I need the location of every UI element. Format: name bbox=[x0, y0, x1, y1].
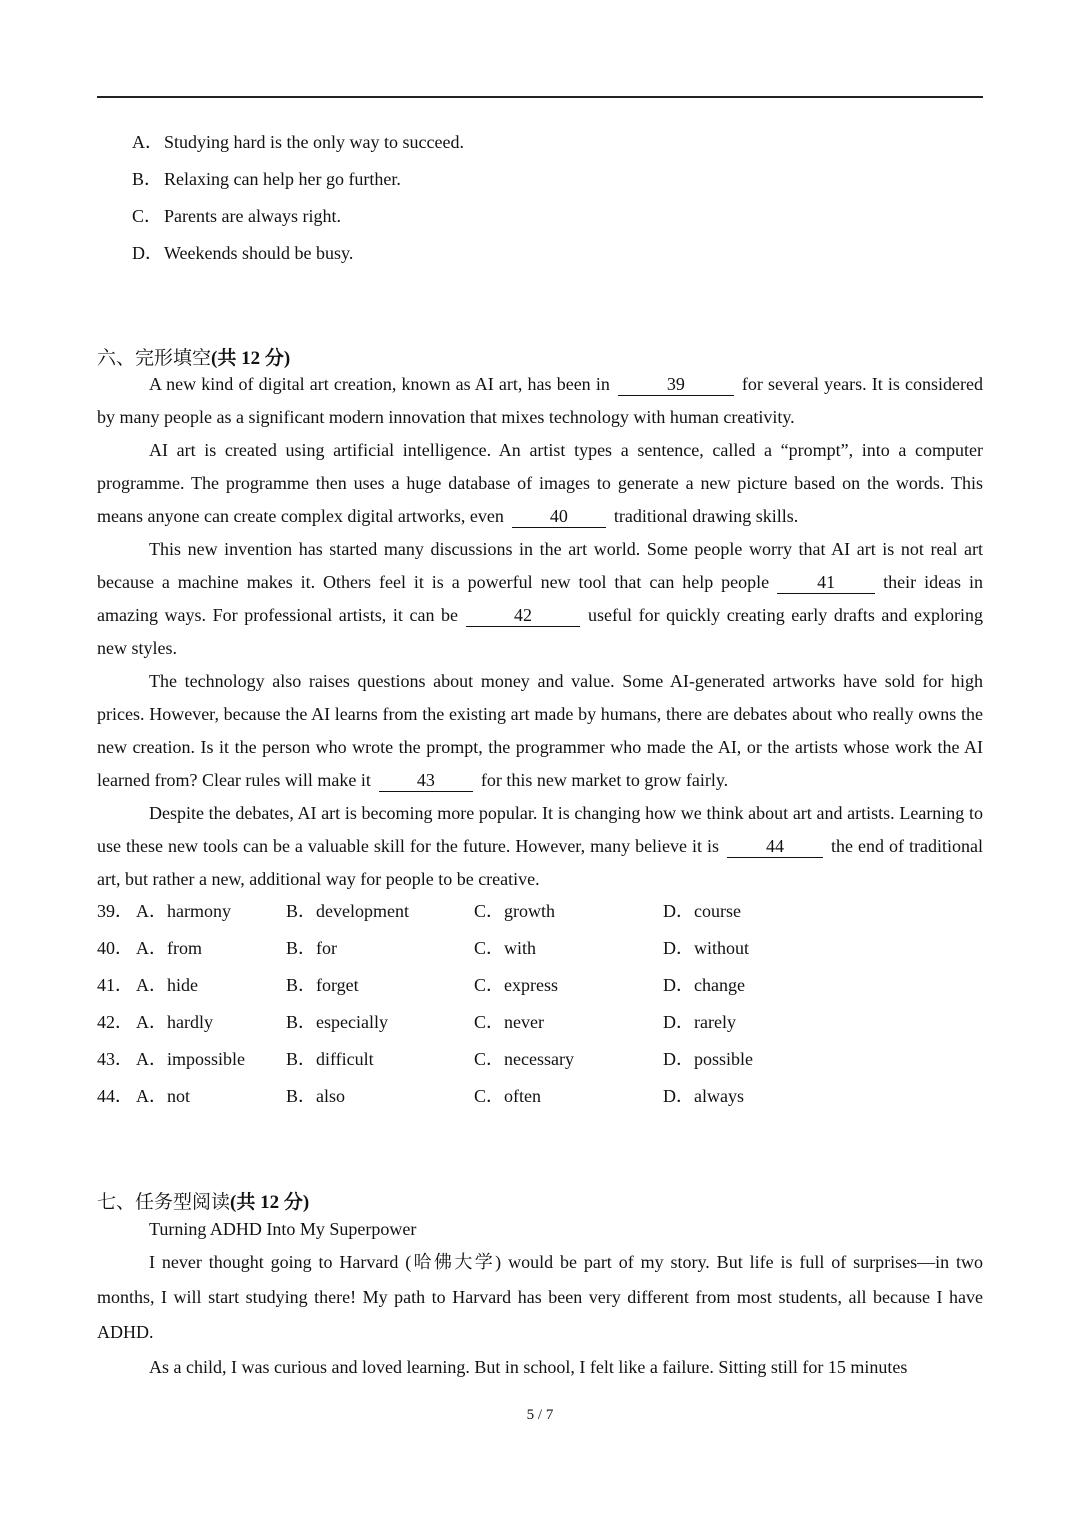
page-number: 5 / 7 bbox=[526, 1407, 554, 1423]
article-title: Turning ADHD Into My Superpower bbox=[149, 1219, 417, 1239]
choice-row-43: 43． A．impossible B．difficult C．necessary D．possible bbox=[97, 1049, 753, 1069]
blank-42: 42 bbox=[466, 604, 580, 627]
header-rule bbox=[97, 96, 983, 98]
blank-40: 40 bbox=[512, 505, 606, 528]
choice-row-40: 40． A．from B．for C．with D．without bbox=[97, 938, 750, 958]
cloze-passage bbox=[97, 368, 983, 896]
cloze-paragraph-5: Despite the debates, AI art is becoming more popular. It is changing how we think about art and artists. Learning to use these new tools can be a valuable skill for the future. However, many believe it is 44 the end of traditional art, but rather a new, additional way for people to be creative. bbox=[97, 803, 983, 889]
task-paragraph-1: I never thought going to Harvard (哈佛大学) would be part of my story. But life is full of surprises—in two months, I will start studying there! My path to Harvard has been very different from most students, all because I have ADHD. bbox=[97, 1252, 983, 1342]
section7-heading: 七、任务型阅读(共 12 分) bbox=[97, 1192, 310, 1213]
blank-44: 44 bbox=[727, 835, 823, 858]
blank-39: 39 bbox=[618, 373, 734, 396]
cloze-paragraph-2: AI art is created using artificial intelligence. An artist types a sentence, called a “prompt”, into a computer programme. The programme then uses a huge database of images to generate a new picture based on the words. This means anyone can create complex digital artworks, even 40 traditional drawing skills. bbox=[97, 440, 983, 526]
cloze-paragraph-1: A new kind of digital art creation, known as AI art, has been in 39 for several years. It is considered by many people as a significant modern innovation that mixes technology with human creativity. bbox=[97, 374, 983, 427]
choice-row-39: 39． A．harmony B．development C．growth D．course bbox=[97, 901, 741, 921]
cloze-paragraph-4: The technology also raises questions about money and value. Some AI-generated artworks have sold for high prices. However, because the AI learns from the existing art made by humans, there are debates about who really owns the new creation. Is it the person who wrote the prompt, the programmer who made the AI, or the artists whose work the AI learned from? Clear rules will make it 43 for this new market to grow fairly. bbox=[97, 671, 983, 790]
cloze-paragraph-3: This new invention has started many discussions in the art world. Some people worry that AI art is not real art because a machine makes it. Others feel it is a powerful new tool that can help people 41 their ideas in amazing ways. For professional artists, it can be 42 useful for quickly creating early drafts and exploring new styles. bbox=[97, 539, 983, 658]
option-d: D．Weekends should be busy. bbox=[132, 243, 354, 263]
blank-41: 41 bbox=[777, 571, 875, 594]
choice-row-42: 42． A．hardly B．especially C．never D．rarely bbox=[97, 1012, 736, 1032]
choices-table bbox=[97, 897, 983, 1119]
section6-heading: 六、完形填空(共 12 分) bbox=[97, 348, 291, 369]
choice-row-44: 44． A．not B．also C．often D．always bbox=[97, 1086, 744, 1106]
option-a: A．Studying hard is the only way to succeed. bbox=[132, 132, 464, 152]
blank-43: 43 bbox=[379, 769, 473, 792]
option-b: B． Relaxing can help her go further. bbox=[132, 169, 401, 189]
choice-row-41: 41． A．hide B．forget C．express D．change bbox=[97, 975, 745, 995]
task-passage bbox=[97, 1245, 983, 1385]
task-paragraph-2: As a child, I was curious and loved learning. But in school, I felt like a failure. Sitting still for 15 minutes bbox=[149, 1357, 908, 1377]
option-c: C． Parents are always right. bbox=[132, 206, 341, 226]
